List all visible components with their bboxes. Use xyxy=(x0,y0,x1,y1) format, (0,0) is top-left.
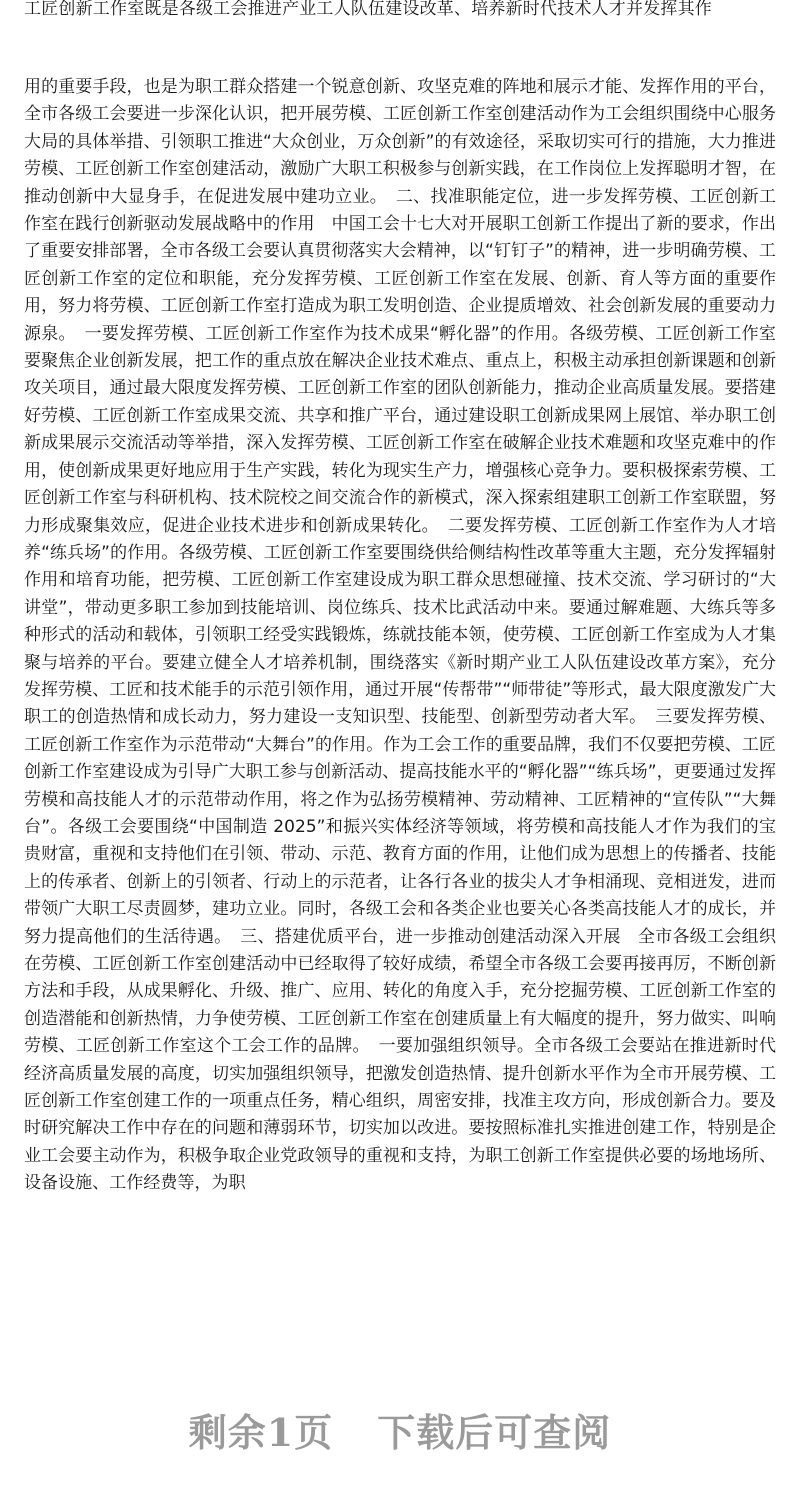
remaining-pages-banner[interactable] xyxy=(0,1398,800,1468)
document-body-text: 用的重要手段，也是为职工群众搭建一个锐意创新、攻坚克难的阵地和展示才能、发挥作用的平台，全市各级工会要进一步深化认识，把开展劳模、工匠创新工作室创建活动作为工会组织围绕中心服务大局的具体举措、引领职工推进“大众创业，万众创新”的有效途径，采取切实可行的措施，大力推进劳模、工匠创新工作室创建活动，激励广大职工积极参与创新实践，在工作岗位上发挥聪明才智，在推动创新中大显身手，在促进发展中建功立业。 二、找准职能定位，进一步发挥劳模、工匠创新工作室在践行创新驱动发展战略中的作用 中国工会十七大对开展职工创新工作提出了新的要求，作出了重要安排部署，全市各级工会要认真贯彻落实大会精神，以“钉钉子”的精神，进一步明确劳模、工匠创新工作室的定位和职能，充分发挥劳模、工匠创新工作室在发展、创新、育人等方面的重要作用，努力将劳模、工匠创新工作室打造成为职工发明创造、企业提质增效、社会创新发展的重要动力源泉。 一要发挥劳模、工匠创新工作室作为技术成果“孵化器”的作用。各级劳模、工匠创新工作室要聚焦企业创新发展，把工作的重点放在解决企业技术难点、重点上，积极主动承担创新课题和创新攻关项目，通过最大限度发挥劳模、工匠创新工作室的团队创新能力，推动企业高质量发展。要搭建好劳模、工匠创新工作室成果交流、共享和推广平台，通过建设职工创新成果网上展馆、举办职工创新成果展示交流活动等举措，深入发挥劳模、工匠创新工作室在破解企业技术难题和攻坚克难中的作用，使创新成果更好地应用于生产实践，转化为现实生产力，增强核心竞争力。要积极探索劳模、工匠创新工作室与科研机构、技术院校之间交流合作的新模式，深入探索组建职工创新工作室联盟，努力形成聚集效应，促进企业技术进步和创新成果转化。 二要发挥劳模、工匠创新工作室作为人才培养“练兵场”的作用。各级劳模、工匠创新工作室要围绕供给侧结构性改革等重大主题，充分发挥辐射作用和培育功能，把劳模、工匠创新工作室建设成为职工群众思想碰撞、技术交流、学习研讨的“大讲堂”，带动更多职工参加到技能培训、岗位练兵、技术比武活动中来。要通过解难题、大练兵等多种形式的活动和载体，引领职工经受实践锻炼，练就技能本领，使劳模、工匠创新工作室成为人才集聚与培养的平台。要建立健全人才培养机制，围绕落实《新时期产业工人队伍建设改革方案》，充分发挥劳模、工匠和技术能手的示范引领作用，通过开展“传帮带”“师带徒”等形式，最大限度激发广大职工的创造热情和成长动力，努力建设一支知识型、技能型、创新型劳动者大军。 三要发挥劳模、工匠创新工作室作为示范带动“大舞台”的作用。作为工会工作的重要品牌，我们不仅要把劳模、工匠创新工作室建设成为引导广大职工参与创新活动、提高技能水平的“孵化器”“练兵场”，更要通过发挥劳模和高技能人才的示范带动作用，将之作为弘扬劳模精神、劳动精神、工匠精神的“宣传队”“大舞台”。各级工会要围绕“中国制造 2025”和振兴实体经济等领域，将劳模和高技能人才作为我们的宝贵财富，重视和支持他们在引领、带动、示范、教育方面的作用，让他们成为思想上的传播者、技能上的传承者、创新上的引领者、行动上的示范者，让各行各业的拔尖人才争相涌现、竞相迸发，进而带领广大职工尽责圆梦，建功立业。同时，各级工会和各类企业也要关心各类高技能人才的成长，并努力提高他们的生活待遇。 三、搭建优质平台，进一步推动创建活动深入开展 全市各级工会组织在劳模、工匠创新工作室创建活动中已经取得了较好成绩，希望全市各级工会要再接再厉，不断创新方法和手段，从成果孵化、升级、推广、应用、转化的角度入手，充分挖掘劳模、工匠创新工作室的创造潜能和创新热情，力争使劳模、工匠创新工作室在创建质量上有大幅度的提升，努力做实、叫响劳模、工匠创新工作室这个工会工作的品牌。 一要加强组织领导。全市各级工会要站在推进新时代经济高质量发展的高度，切实加强组织领导，把激发创造热情、提升创新水平作为全市开展劳模、工匠创新工作室创建工作的一项重点任务，精心组织，周密安排，找准主攻方向，形成创新合力。要及时研究解决工作中存在的问题和薄弱环节，切实加以改进。要按照标准扎实推进创建工作，特别是企业工会要主动作为，积极争取企业党政领导的重视和支持，为职工创新工作室提供必要的场地场所、设备设施、工作经费等，为职 xyxy=(24,77,776,1194)
download-to-view-label: 下载后可查阅 xyxy=(377,1410,612,1455)
document-top-line: 工匠创新工作室既是各级工会推进产业工人队伍建设改革、培养新时代技术人才并发挥其作 xyxy=(24,0,712,19)
remaining-pages-label: 剩余1页 xyxy=(188,1410,334,1455)
